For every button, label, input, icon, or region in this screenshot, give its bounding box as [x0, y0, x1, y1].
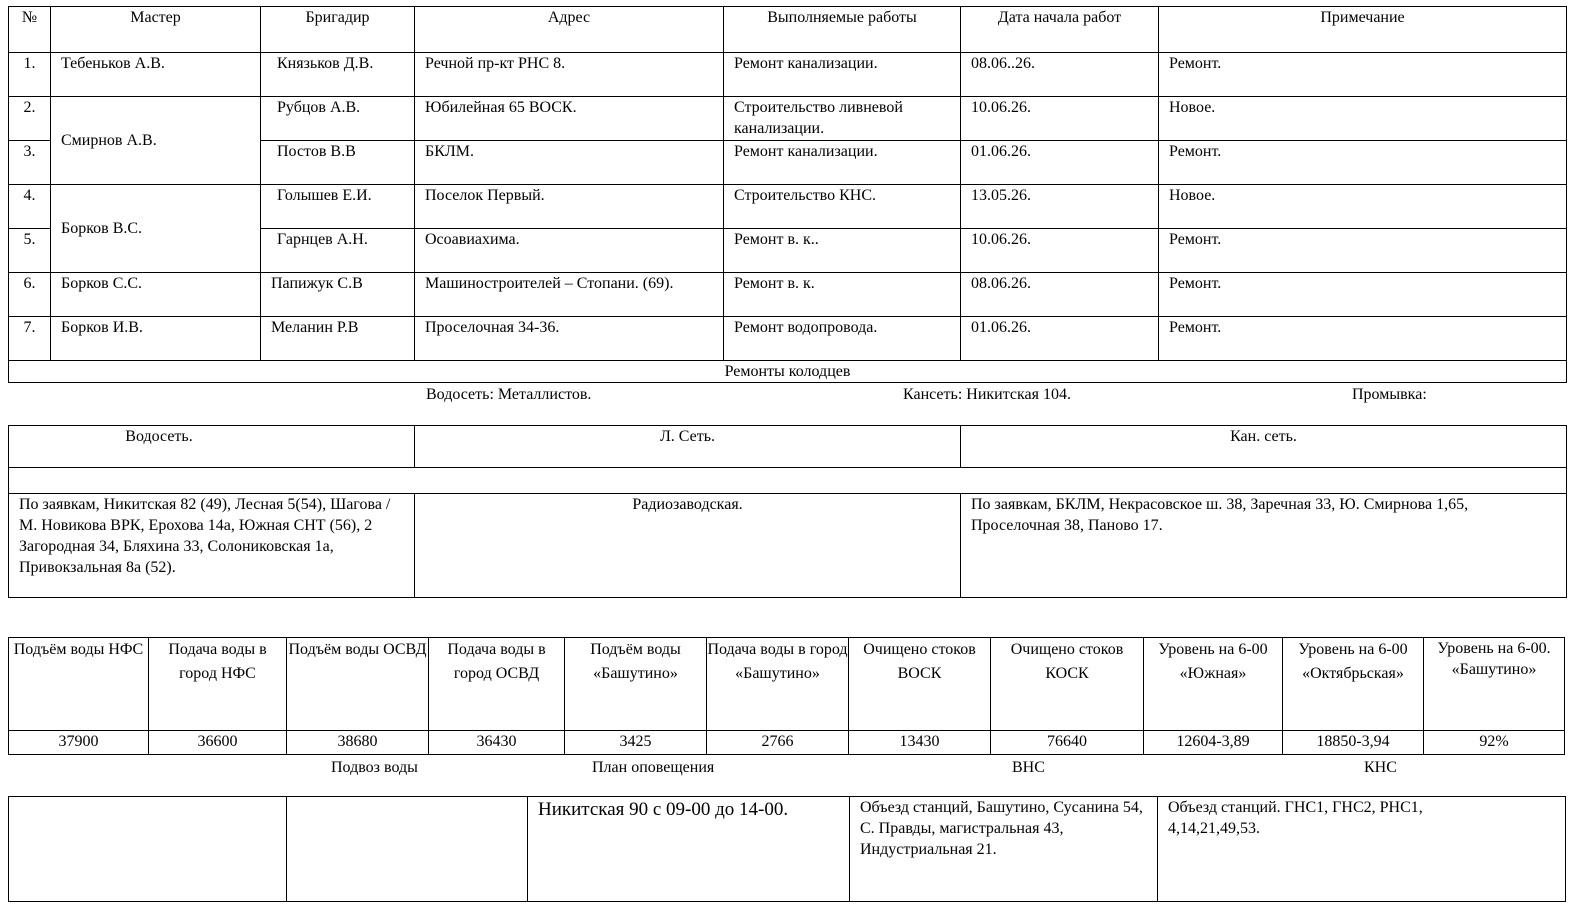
- row-note: Ремонт.: [1159, 273, 1567, 317]
- header-address: Адрес: [415, 7, 724, 53]
- networks-sewer-list: По заявкам, БКЛМ, Некрасовское ш. 38, Заречная 33, Ю. Смирнова 1,65, Проселочная 38, Паново 17.: [961, 494, 1567, 598]
- networks-storm-list: Радиозаводская.: [415, 494, 961, 598]
- networks-header-row: [9, 426, 1567, 468]
- brigades-header-row: [9, 7, 1567, 53]
- table-row: [9, 273, 1567, 317]
- row-note: Ремонт.: [1159, 53, 1567, 97]
- row-work: Ремонт канализации.: [724, 141, 961, 185]
- row-note: Новое.: [1159, 97, 1567, 141]
- stats-value: 3425: [565, 731, 707, 755]
- stats-header: Подъём воды ОСВД: [287, 638, 429, 731]
- water-supply-label: Подвоз воды: [331, 759, 418, 776]
- brigades-footer-row: [9, 361, 1567, 383]
- stats-value: 92%: [1424, 731, 1565, 755]
- row-date: 01.06.26.: [961, 141, 1159, 185]
- row-address: Речной пр-кт РНС 8.: [415, 53, 724, 97]
- row-work: Ремонт в. к.: [724, 273, 961, 317]
- vns-label: ВНС: [1012, 759, 1045, 776]
- row-work: Ремонт в. к..: [724, 229, 961, 273]
- stats-table: [8, 637, 1565, 755]
- vns-text: Объезд станций, Башутино, Сусанина 54, С. Правды, магистральная 43, Индустриальная 21.: [850, 797, 1158, 902]
- stats-value-row: [9, 731, 1565, 755]
- table-row: [9, 317, 1567, 361]
- row-master: Смирнов А.В.: [51, 97, 261, 185]
- row-note: Ремонт.: [1159, 317, 1567, 361]
- stats-value: 36600: [149, 731, 287, 755]
- networks-empty-cell: [9, 468, 1567, 494]
- header-note: Примечание: [1159, 7, 1567, 53]
- row-date: 13.05.26.: [961, 185, 1159, 229]
- row-date: 10.06.26.: [961, 97, 1159, 141]
- row-num: 1.: [9, 53, 51, 97]
- row-num: 6.: [9, 273, 51, 317]
- row-date: 01.06.26.: [961, 317, 1159, 361]
- stats-header: Подъём воды НФС: [9, 638, 149, 731]
- networks-empty-row: [9, 468, 1567, 494]
- stats-value: 13430: [849, 731, 991, 755]
- row-foreman: Меланин Р.В: [261, 317, 415, 361]
- stats-value: 18850-3,94: [1283, 731, 1424, 755]
- row-address: БКЛМ.: [415, 141, 724, 185]
- stats-header-row: [9, 638, 1565, 731]
- water-supply-cell: [9, 797, 287, 902]
- stats-header: Очищено стоков ВОСК: [849, 638, 991, 731]
- row-master: Борков В.С.: [51, 185, 261, 273]
- table-row: [9, 53, 1567, 97]
- row-work: Строительство ливневой канализации.: [724, 97, 961, 141]
- row-address: Юбилейная 65 ВОСК.: [415, 97, 724, 141]
- stats-header: Подъём воды «Башутино»: [565, 638, 707, 731]
- networks-table: [8, 425, 1567, 598]
- wells-flush: Промывка:: [1352, 386, 1427, 403]
- row-num: 2.: [9, 97, 51, 141]
- stats-header: Подача воды в город НФС: [149, 638, 287, 731]
- row-note: Новое.: [1159, 185, 1567, 229]
- row-master: Борков И.В.: [51, 317, 261, 361]
- row-num: 4.: [9, 185, 51, 229]
- stats-header: Уровень на 6-00 «Октябрьская»: [1283, 638, 1424, 731]
- row-address: Машиностроителей – Стопани. (69).: [415, 273, 724, 317]
- row-num: 7.: [9, 317, 51, 361]
- table-row: [9, 97, 1567, 141]
- wells-sewer: Кансеть: Никитская 104.: [903, 386, 1071, 403]
- networks-header-storm: Л. Сеть.: [415, 426, 961, 468]
- stats-value: 37900: [9, 731, 149, 755]
- networks-header-sewer: Кан. сеть.: [961, 426, 1567, 468]
- empty-cell: [287, 797, 528, 902]
- stats-value: 2766: [707, 731, 849, 755]
- row-date: 08.06..26.: [961, 53, 1159, 97]
- table-row: [9, 185, 1567, 229]
- row-foreman: Гарнцев А.Н.: [261, 229, 415, 273]
- stats-value: 76640: [991, 731, 1144, 755]
- row-num: 5.: [9, 229, 51, 273]
- notify-plan-text: Никитская 90 с 09-00 до 14-00.: [528, 797, 850, 902]
- networks-header-water: Водосеть.: [125, 428, 193, 445]
- networks-water-list: По заявкам, Никитская 82 (49), Лесная 5(54), Шагова / М. Новикова ВРК, Ерохова 14а, Южная СНТ (56), 2 Загородная 34, Бляхина 33, Солониковская 1а, Привокзальная 8а (52).: [9, 494, 415, 598]
- bottom-table: [8, 796, 1566, 902]
- stats-header: Уровень на 6-00 «Южная»: [1144, 638, 1283, 731]
- row-address: Осоавиахима.: [415, 229, 724, 273]
- row-date: 08.06.26.: [961, 273, 1159, 317]
- stats-header: Подача воды в город «Башутино»: [707, 638, 849, 731]
- stats-header: Уровень на 6-00. «Башутино»: [1424, 638, 1565, 731]
- row-num: 3.: [9, 141, 51, 185]
- wells-repair-title: Ремонты колодцев: [9, 361, 1567, 383]
- networks-header-water-cell: [9, 426, 415, 468]
- header-num: №: [9, 7, 51, 53]
- kns-label: КНС: [1364, 759, 1397, 776]
- header-work: Выполняемые работы: [724, 7, 961, 53]
- stats-header: Очищено стоков КОСК: [991, 638, 1144, 731]
- row-address: Проселочная 34-36.: [415, 317, 724, 361]
- stats-value: 38680: [287, 731, 429, 755]
- row-foreman: Голышев Е.И.: [261, 185, 415, 229]
- brigades-table: [8, 6, 1567, 383]
- bottom-row: [9, 797, 1566, 902]
- row-work: Ремонт водопровода.: [724, 317, 961, 361]
- stats-value: 36430: [429, 731, 565, 755]
- wells-water: Водосеть: Металлистов.: [426, 386, 592, 403]
- row-master: Тебеньков А.В.: [51, 53, 261, 97]
- row-work: Ремонт канализации.: [724, 53, 961, 97]
- row-foreman: Папижук С.В: [261, 273, 415, 317]
- header-master: Мастер: [51, 7, 261, 53]
- row-foreman: Постов В.В: [261, 141, 415, 185]
- header-date: Дата начала работ: [961, 7, 1159, 53]
- networks-content-row: [9, 494, 1567, 598]
- row-foreman: Князьков Д.В.: [261, 53, 415, 97]
- kns-text: Объезд станций. ГНС1, ГНС2, РНС1, 4,14,21,49,53.: [1158, 797, 1566, 902]
- row-address: Поселок Первый.: [415, 185, 724, 229]
- row-foreman: Рубцов А.В.: [261, 97, 415, 141]
- row-note: Ремонт.: [1159, 229, 1567, 273]
- row-work: Строительство КНС.: [724, 185, 961, 229]
- stats-header: Подача воды в город ОСВД: [429, 638, 565, 731]
- row-note: Ремонт.: [1159, 141, 1567, 185]
- stats-value: 12604-3,89: [1144, 731, 1283, 755]
- row-date: 10.06.26.: [961, 229, 1159, 273]
- notify-plan-label: План оповещения: [592, 759, 715, 776]
- row-master: Борков С.С.: [51, 273, 261, 317]
- header-foreman: Бригадир: [261, 7, 415, 53]
